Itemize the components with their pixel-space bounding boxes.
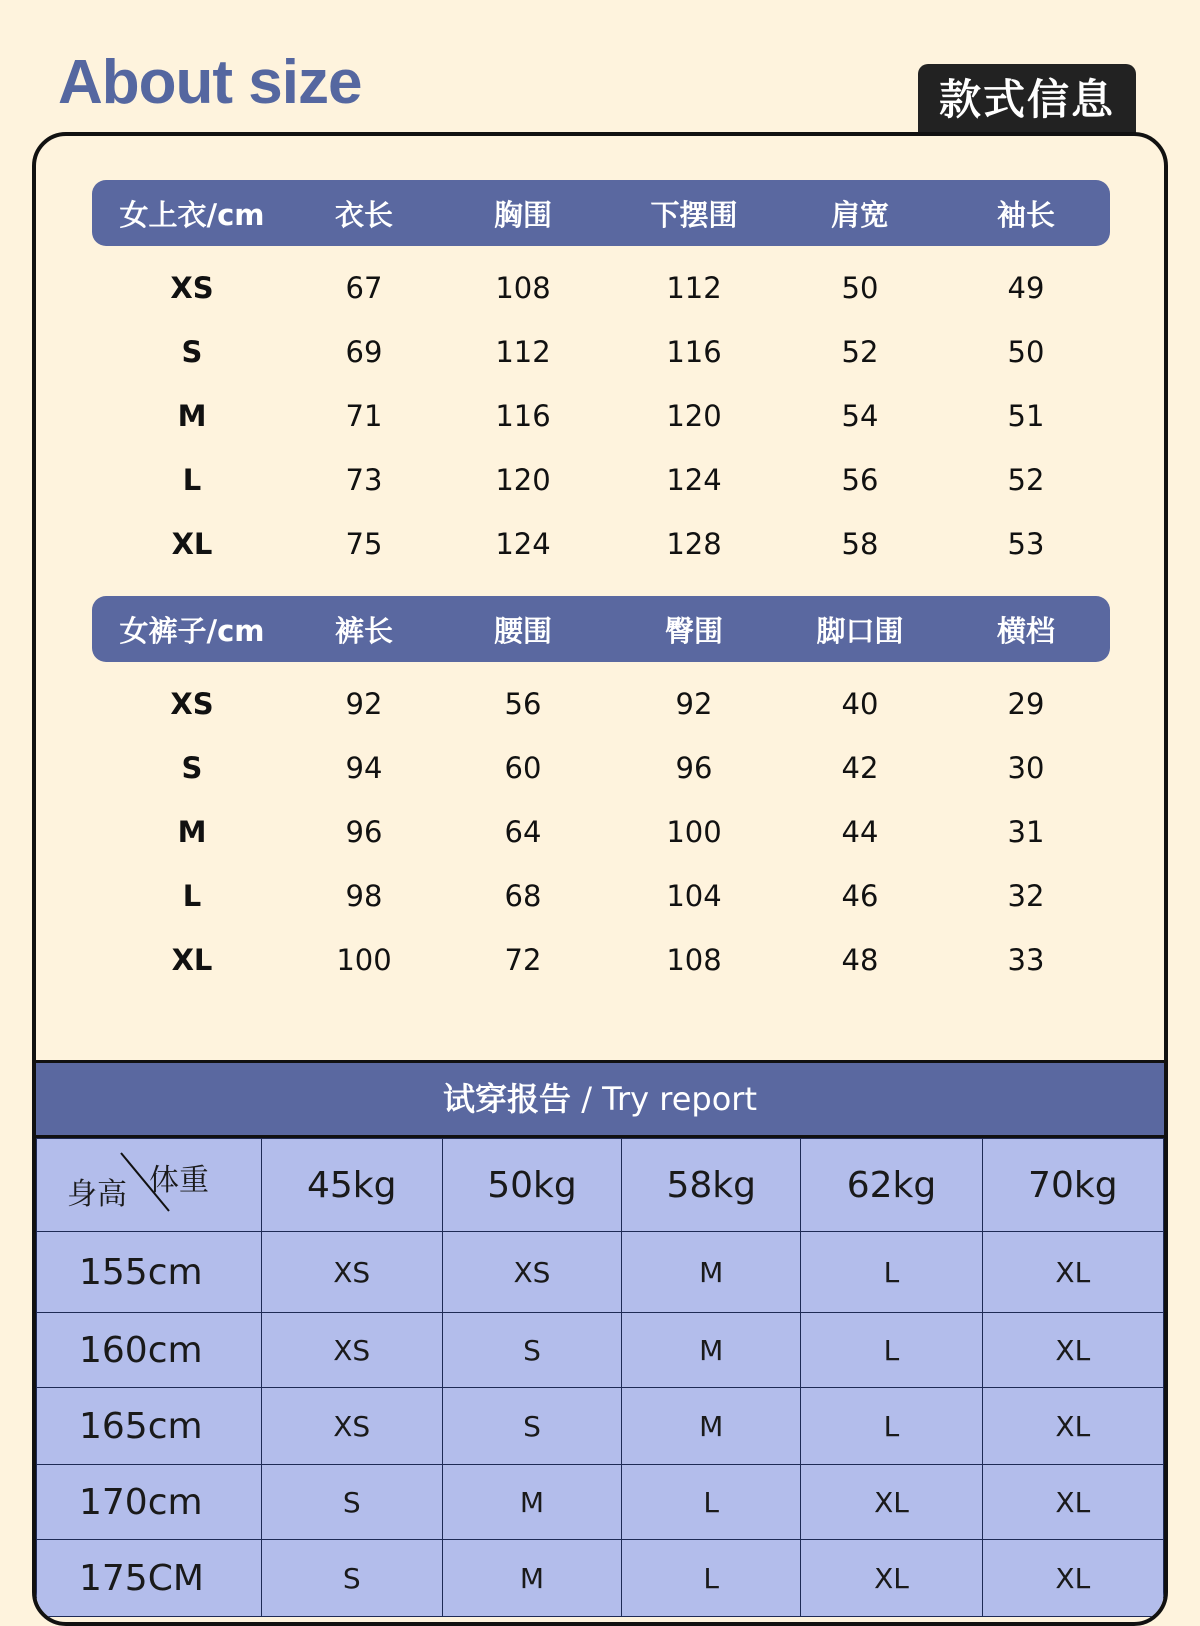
recommended-size-cell: M — [622, 1232, 801, 1313]
weight-label: 体重 — [149, 1163, 209, 1198]
recommended-size-cell: S — [442, 1388, 621, 1465]
try-report-row — [37, 1540, 1164, 1617]
pants-value-cell: 108 — [666, 943, 722, 977]
weight-header-cell: 58kg — [622, 1139, 801, 1232]
height-cell: 165cm — [37, 1388, 262, 1465]
recommended-size-cell: XS — [261, 1313, 442, 1388]
pants-size-table — [92, 596, 1110, 992]
tops-value-cell: 112 — [666, 271, 722, 305]
pants-value-cell: 100 — [666, 815, 722, 849]
pants-value-cell: 98 — [345, 879, 383, 913]
recommended-size-cell: L — [801, 1232, 982, 1313]
weight-header-cell: 50kg — [442, 1139, 621, 1232]
pants-value-cell: 92 — [345, 687, 383, 721]
tops-value-cell: 116 — [666, 335, 722, 369]
pants-header-cell: 裤长 — [334, 613, 393, 648]
pants-value-cell: 40 — [841, 687, 879, 721]
recommended-size-cell: L — [801, 1313, 982, 1388]
pants-row — [92, 864, 1110, 928]
tops-rows — [92, 256, 1110, 576]
pants-row — [92, 672, 1110, 736]
height-weight-corner-cell — [37, 1139, 262, 1232]
tops-value-cell: 124 — [495, 527, 551, 561]
pants-size-label: M — [177, 815, 207, 849]
try-report-title-zh: 试穿报告 — [443, 1080, 572, 1118]
recommended-size-cell: L — [801, 1388, 982, 1465]
style-info-badge: 款式信息 — [918, 64, 1136, 136]
pants-value-cell: 48 — [841, 943, 879, 977]
tops-header-cell: 胸围 — [493, 197, 552, 232]
pants-row — [92, 800, 1110, 864]
pants-value-cell: 60 — [504, 751, 542, 785]
pants-value-cell: 46 — [841, 879, 879, 913]
pants-value-cell: 96 — [345, 815, 383, 849]
recommended-size-cell: S — [442, 1313, 621, 1388]
tops-size-label: XL — [171, 527, 213, 561]
size-card — [32, 132, 1168, 1626]
pants-value-cell: 104 — [666, 879, 722, 913]
pants-value-cell: 94 — [345, 751, 383, 785]
height-cell: 170cm — [37, 1465, 262, 1540]
tops-header-cell: 袖长 — [996, 197, 1055, 232]
tops-value-cell: 67 — [345, 271, 383, 305]
recommended-size-cell: M — [622, 1313, 801, 1388]
tops-value-cell: 116 — [495, 399, 551, 433]
tops-size-label: XS — [170, 271, 214, 305]
tops-header-cell: 肩宽 — [830, 197, 889, 232]
tops-value-cell: 108 — [495, 271, 551, 305]
tops-header-bar — [92, 180, 1110, 246]
pants-rows — [92, 672, 1110, 992]
pants-header-bar — [92, 596, 1110, 662]
tops-value-cell: 120 — [495, 463, 551, 497]
recommended-size-cell: XL — [801, 1465, 982, 1540]
tops-header-cell: 衣长 — [334, 197, 393, 232]
tops-value-cell: 52 — [1007, 463, 1045, 497]
tops-value-cell: 51 — [1007, 399, 1045, 433]
try-report-header-row — [37, 1139, 1164, 1232]
tops-row — [92, 320, 1110, 384]
tops-row — [92, 384, 1110, 448]
pants-value-cell: 44 — [841, 815, 879, 849]
tops-size-label: L — [182, 463, 202, 497]
pants-value-cell: 42 — [841, 751, 879, 785]
tops-value-cell: 73 — [345, 463, 383, 497]
recommended-size-cell: L — [622, 1465, 801, 1540]
pants-header-cell: 横档 — [996, 613, 1055, 648]
pants-header-cell: 女裤子/cm — [119, 613, 265, 648]
pants-size-label: XL — [171, 943, 213, 977]
try-report-section — [36, 1060, 1164, 1617]
weight-header-cell: 70kg — [982, 1139, 1163, 1232]
try-report-row — [37, 1232, 1164, 1313]
recommended-size-cell: XL — [982, 1540, 1163, 1617]
height-cell: 160cm — [37, 1313, 262, 1388]
tops-value-cell: 54 — [841, 399, 879, 433]
recommended-size-cell: XS — [442, 1232, 621, 1313]
tops-row — [92, 448, 1110, 512]
tops-value-cell: 49 — [1007, 271, 1045, 305]
pants-row — [92, 736, 1110, 800]
tops-value-cell: 58 — [841, 527, 879, 561]
pants-value-cell: 29 — [1007, 687, 1045, 721]
page-title: About size — [58, 48, 362, 117]
tops-size-label: M — [177, 399, 207, 433]
pants-value-cell: 31 — [1007, 815, 1045, 849]
pants-value-cell: 72 — [504, 943, 542, 977]
tops-value-cell: 120 — [666, 399, 722, 433]
recommended-size-cell: XL — [982, 1232, 1163, 1313]
try-report-row — [37, 1313, 1164, 1388]
try-report-table — [36, 1138, 1164, 1617]
tops-value-cell: 128 — [666, 527, 722, 561]
tops-value-cell: 53 — [1007, 527, 1045, 561]
recommended-size-cell: M — [622, 1388, 801, 1465]
pants-value-cell: 100 — [336, 943, 392, 977]
pants-value-cell: 68 — [504, 879, 542, 913]
tops-value-cell: 52 — [841, 335, 879, 369]
try-report-row — [37, 1388, 1164, 1465]
pants-size-label: XS — [170, 687, 214, 721]
tops-value-cell: 75 — [345, 527, 383, 561]
try-report-title-en: / Try report — [571, 1080, 757, 1118]
pants-value-cell: 32 — [1007, 879, 1045, 913]
recommended-size-cell: L — [622, 1540, 801, 1617]
pants-row — [92, 928, 1110, 992]
recommended-size-cell: XL — [982, 1313, 1163, 1388]
pants-value-cell: 96 — [675, 751, 713, 785]
pants-value-cell: 33 — [1007, 943, 1045, 977]
recommended-size-cell: XS — [261, 1232, 442, 1313]
pants-header-cell: 臀围 — [664, 613, 723, 648]
tops-value-cell: 124 — [666, 463, 722, 497]
recommended-size-cell: XS — [261, 1388, 442, 1465]
height-cell: 175CM — [37, 1540, 262, 1617]
tops-size-label: S — [181, 335, 203, 369]
tops-row — [92, 512, 1110, 576]
pants-header-cell: 腰围 — [493, 613, 552, 648]
pants-value-cell: 92 — [675, 687, 713, 721]
pants-size-label: L — [182, 879, 202, 913]
recommended-size-cell: XL — [801, 1540, 982, 1617]
tops-value-cell: 112 — [495, 335, 551, 369]
tops-value-cell: 56 — [841, 463, 879, 497]
weight-header-cell: 45kg — [261, 1139, 442, 1232]
try-report-row — [37, 1465, 1164, 1540]
tops-value-cell: 69 — [345, 335, 383, 369]
pants-value-cell: 30 — [1007, 751, 1045, 785]
tops-value-cell: 71 — [345, 399, 383, 433]
pants-value-cell: 56 — [504, 687, 542, 721]
tops-value-cell: 50 — [841, 271, 879, 305]
height-cell: 155cm — [37, 1232, 262, 1313]
pants-header-cell: 脚口围 — [816, 613, 904, 648]
recommended-size-cell: S — [261, 1540, 442, 1617]
recommended-size-cell: XL — [982, 1388, 1163, 1465]
weight-header-cell: 62kg — [801, 1139, 982, 1232]
tops-header-cell: 女上衣/cm — [119, 197, 265, 232]
recommended-size-cell: S — [261, 1465, 442, 1540]
pants-value-cell: 64 — [504, 815, 542, 849]
tops-header-cell: 下摆围 — [650, 197, 738, 232]
recommended-size-cell: XL — [982, 1465, 1163, 1540]
recommended-size-cell: M — [442, 1465, 621, 1540]
tops-value-cell: 50 — [1007, 335, 1045, 369]
recommended-size-cell: M — [442, 1540, 621, 1617]
try-report-title — [36, 1060, 1164, 1138]
height-label: 身高 — [67, 1177, 127, 1212]
pants-size-label: S — [181, 751, 203, 785]
tops-size-table — [92, 180, 1110, 576]
tops-row — [92, 256, 1110, 320]
